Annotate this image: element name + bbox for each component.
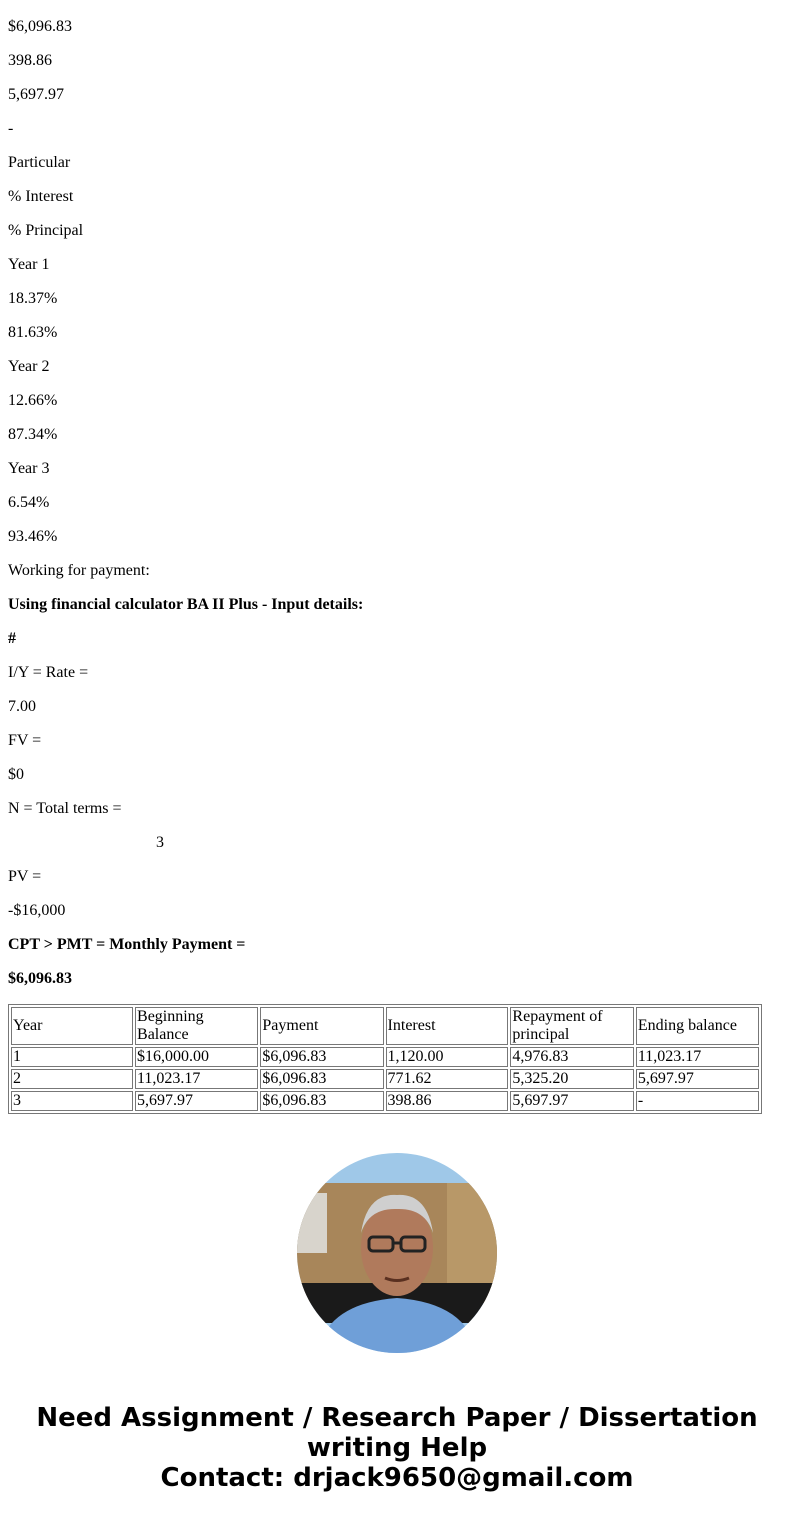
document-body	[8, 18, 786, 1114]
table-row	[11, 1091, 759, 1111]
table-cell: 2	[11, 1069, 133, 1089]
table-cell: $6,096.83	[260, 1069, 383, 1089]
text-line: % Interest	[8, 188, 74, 205]
text-line: -	[8, 120, 14, 137]
table-cell: Interest	[386, 1007, 509, 1045]
table-cell: Repayment of principal	[510, 1007, 633, 1045]
table-cell: 11,023.17	[636, 1047, 759, 1067]
amortization-table	[8, 1004, 762, 1114]
hash: #	[8, 630, 16, 647]
table-cell: Payment	[260, 1007, 383, 1045]
text-line: Year 1	[8, 256, 50, 273]
footer-contact	[0, 1403, 794, 1493]
fv-label: FV =	[8, 732, 42, 749]
n-value: 3	[156, 834, 164, 851]
text-line: 93.46%	[8, 528, 58, 545]
table-cell: 1	[11, 1047, 133, 1067]
footer-line2: Contact: drjack9650@gmail.com	[160, 1463, 634, 1493]
table-cell: 1,120.00	[386, 1047, 509, 1067]
table-cell: 4,976.83	[510, 1047, 633, 1067]
table-header-row	[11, 1007, 759, 1045]
text-line: Year 3	[8, 460, 50, 477]
table-cell: -	[636, 1091, 759, 1111]
n-label: N = Total terms =	[8, 800, 122, 817]
table-cell: $6,096.83	[260, 1047, 383, 1067]
table-cell: 771.62	[386, 1069, 509, 1089]
rate-value: 7.00	[8, 698, 36, 715]
pv-label: PV =	[8, 868, 42, 885]
text-line: Year 2	[8, 358, 50, 375]
fv-value: $0	[8, 766, 24, 783]
table-cell: 5,697.97	[135, 1091, 258, 1111]
table-cell: 5,697.97	[636, 1069, 759, 1089]
table-cell: 3	[11, 1091, 133, 1111]
footer-line1: Need Assignment / Research Paper / Dissertation writing Help	[36, 1403, 758, 1463]
text-line: Particular	[8, 154, 71, 171]
text-line: 5,697.97	[8, 86, 64, 103]
text-line: 18.37%	[8, 290, 58, 307]
table-cell: Beginning Balance	[135, 1007, 258, 1045]
text-line: 398.86	[8, 52, 52, 69]
text-line: 87.34%	[8, 426, 58, 443]
text-line: 12.66%	[8, 392, 58, 409]
table-row	[11, 1069, 759, 1089]
table-cell: Ending balance	[636, 1007, 759, 1045]
table-cell: 11,023.17	[135, 1069, 258, 1089]
pmt-value: $6,096.83	[8, 970, 72, 987]
pv-value: -$16,000	[8, 902, 66, 919]
calc-heading: Using financial calculator BA II Plus - Input details:	[8, 596, 364, 613]
table-row	[11, 1047, 759, 1067]
text-line: 81.63%	[8, 324, 58, 341]
pmt-label: CPT > PMT = Monthly Payment =	[8, 936, 246, 953]
text-line: Working for payment:	[8, 562, 150, 579]
text-line: $6,096.83	[8, 18, 72, 35]
table-cell: $6,096.83	[260, 1091, 383, 1111]
table-cell: 398.86	[386, 1091, 509, 1111]
table-cell: 5,325.20	[510, 1069, 633, 1089]
text-line: 6.54%	[8, 494, 50, 511]
table-cell: Year	[11, 1007, 133, 1045]
text-line: % Principal	[8, 222, 84, 239]
table-cell: $16,000.00	[135, 1047, 258, 1067]
author-photo	[297, 1153, 497, 1353]
rate-label: I/Y = Rate =	[8, 664, 89, 681]
table-cell: 5,697.97	[510, 1091, 633, 1111]
